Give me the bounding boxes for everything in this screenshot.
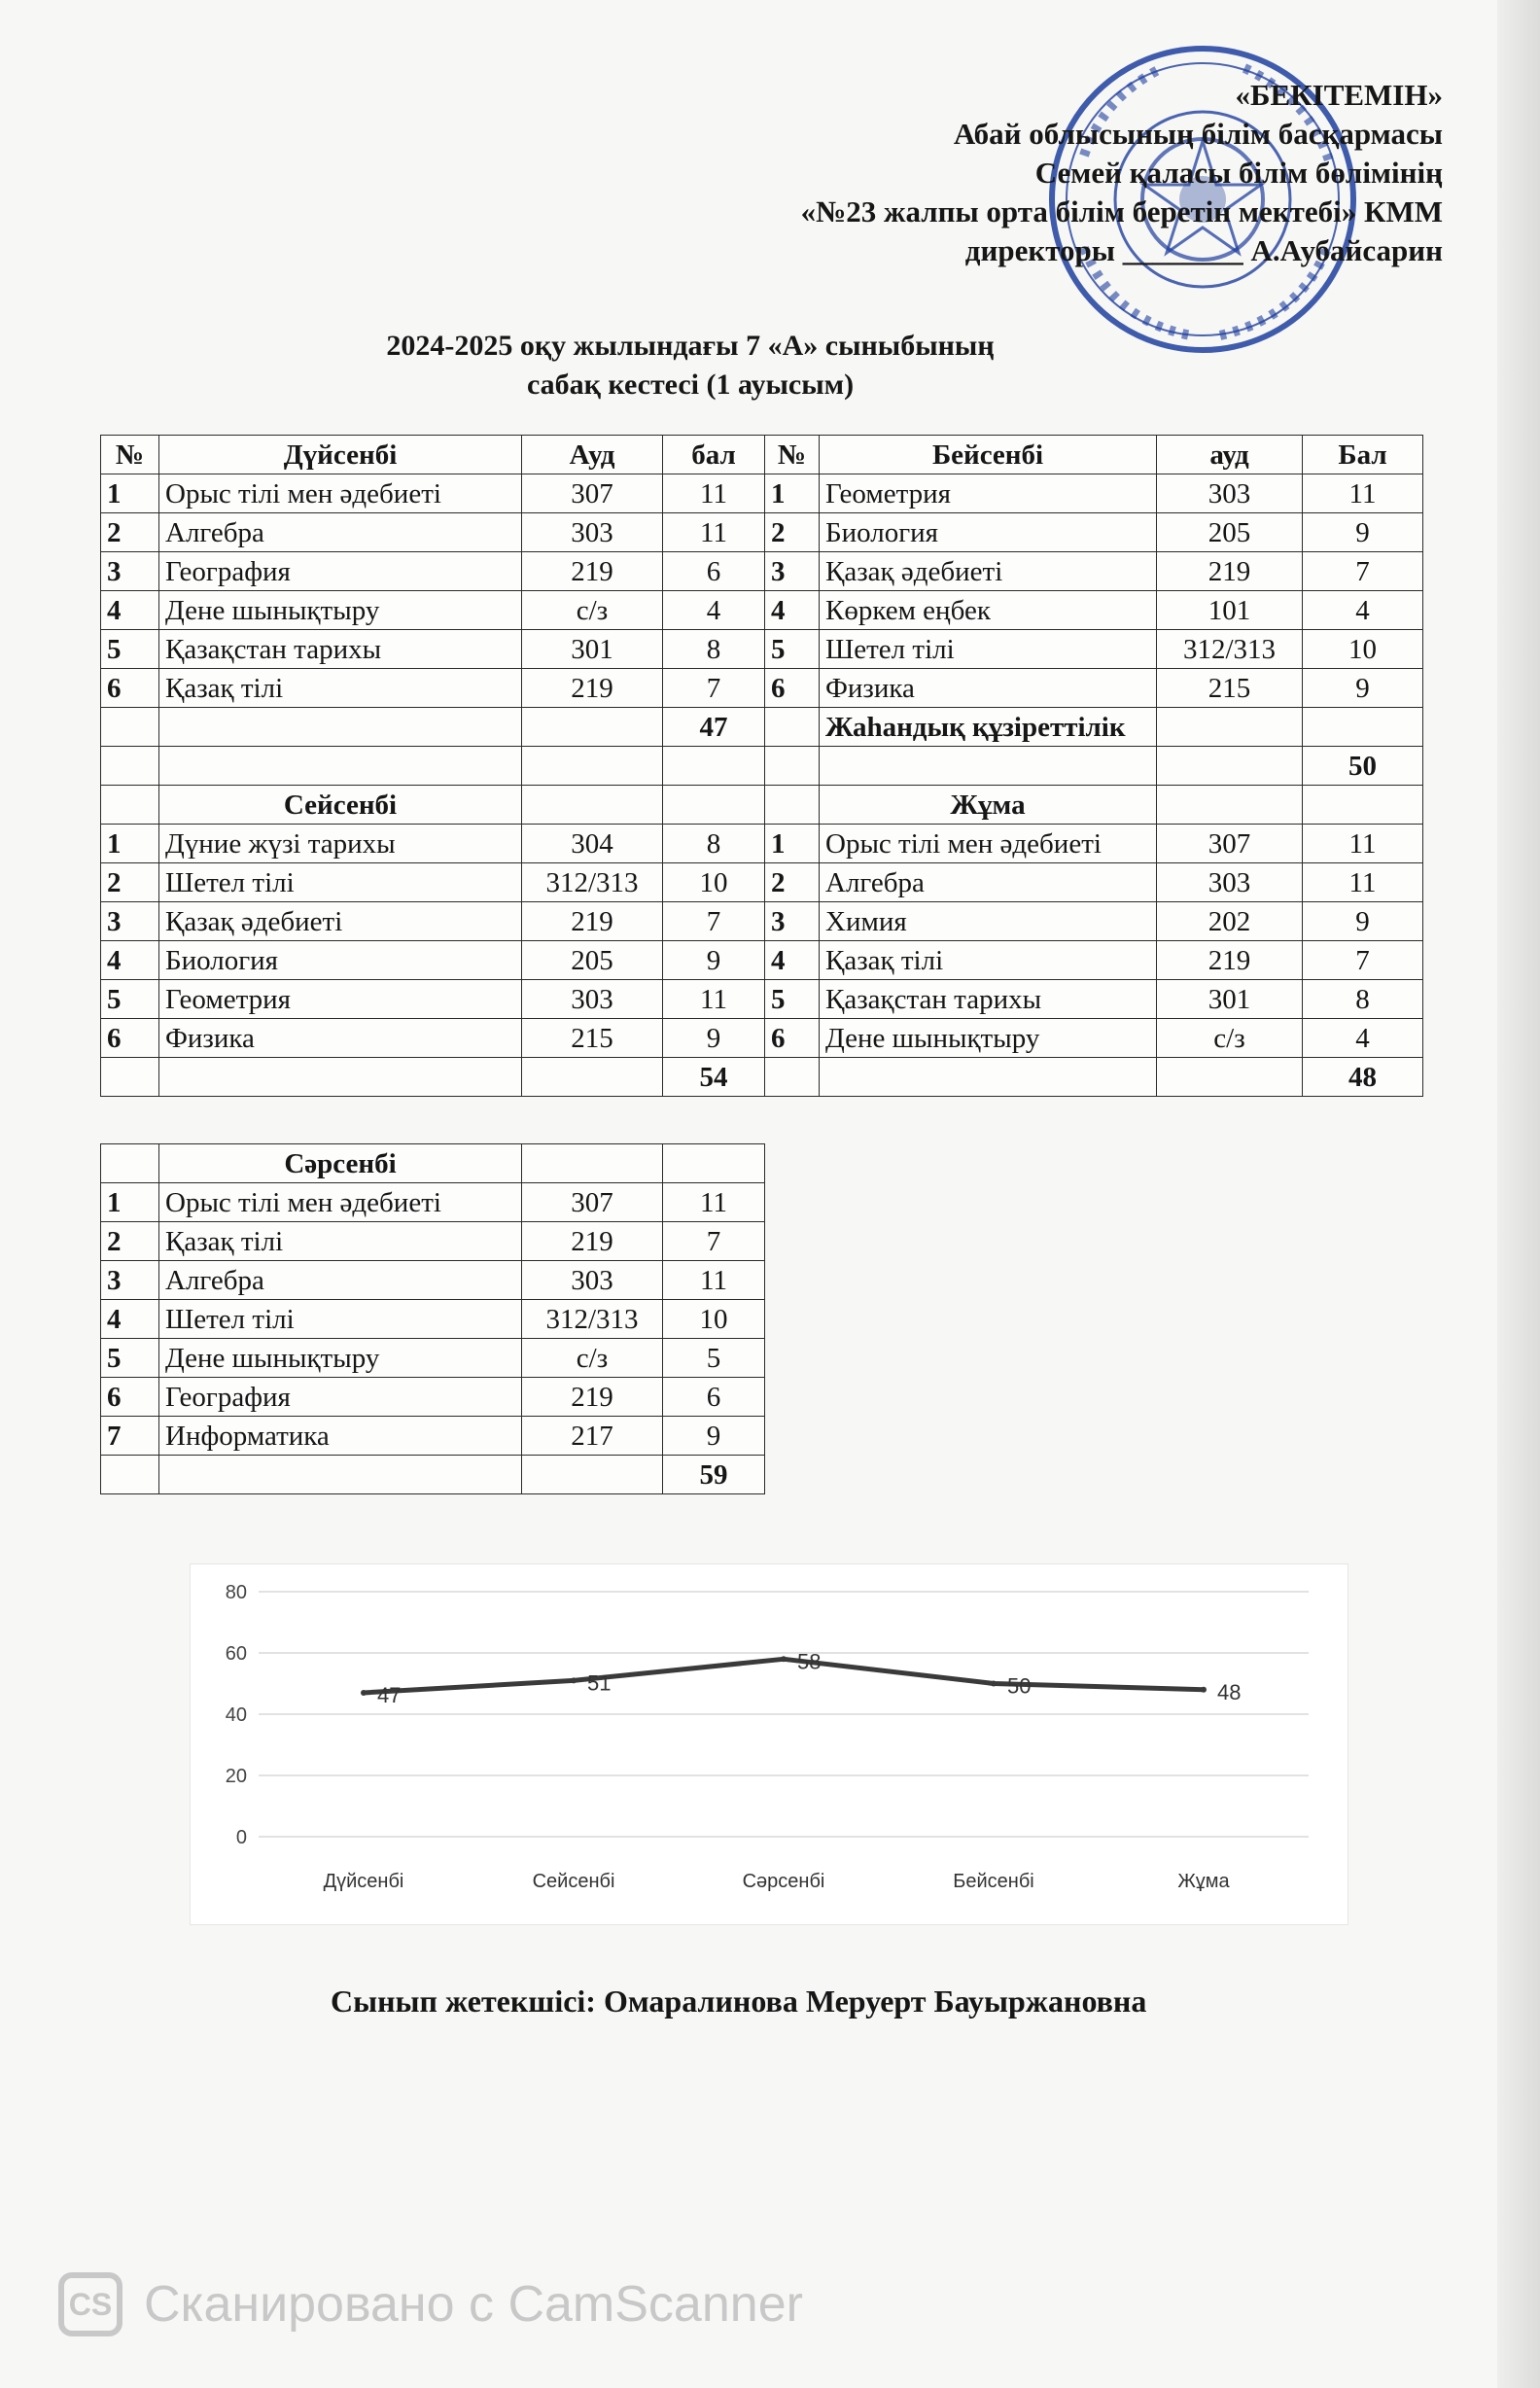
room-cell: 312/313	[1157, 630, 1303, 669]
header-bal: бал	[663, 436, 765, 474]
x-tick-label: Сәрсенбі	[742, 1871, 825, 1892]
title-line: 2024-2025 оқу жылындағы 7 «А» сыныбының	[386, 330, 995, 362]
header-bal: Бал	[1303, 436, 1423, 474]
weekly-load-chart	[190, 1563, 1348, 1925]
points-cell: 9	[663, 1417, 765, 1456]
x-tick-label: Дүйсенбі	[323, 1871, 404, 1892]
y-tick-label: 60	[225, 1643, 247, 1665]
lesson-number: 4	[101, 591, 159, 630]
subject-cell: Қазақ тілі	[820, 941, 1157, 980]
section-header-row	[101, 1144, 765, 1183]
lesson-number: 1	[101, 474, 159, 513]
tuesday-heading: Сейсенбі	[159, 786, 522, 825]
page-edge	[1497, 0, 1540, 2388]
room-cell: 301	[1157, 980, 1303, 1019]
x-tick-label: Жұма	[1177, 1871, 1230, 1892]
lesson-number: 3	[765, 552, 820, 591]
room-cell: 303	[522, 1261, 663, 1300]
wednesday-heading: Сәрсенбі	[159, 1144, 522, 1183]
line-chart	[191, 1564, 1348, 1924]
wednesday-total: 59	[663, 1456, 765, 1494]
monday-total: 47	[663, 708, 765, 747]
data-point	[991, 1681, 997, 1687]
room-cell: 219	[522, 669, 663, 708]
table-row	[101, 863, 1423, 902]
lesson-number: 2	[101, 513, 159, 552]
room-cell: 219	[522, 1378, 663, 1417]
data-label: 51	[587, 1670, 612, 1696]
table-row	[101, 513, 1423, 552]
room-cell: 307	[522, 474, 663, 513]
header-num: №	[101, 436, 159, 474]
data-label: 58	[797, 1649, 822, 1674]
table-row	[101, 630, 1423, 669]
table-row	[101, 1183, 765, 1222]
room-cell: 219	[1157, 941, 1303, 980]
lesson-number: 2	[101, 1222, 159, 1261]
table-row	[101, 591, 1423, 630]
subject-cell: Геометрия	[820, 474, 1157, 513]
room-cell: 215	[1157, 669, 1303, 708]
schedule-table-main	[100, 435, 1423, 1097]
table-row	[101, 825, 1423, 863]
table-row	[101, 747, 1423, 786]
lesson-number: 3	[101, 552, 159, 591]
document-title	[340, 327, 1040, 404]
friday-heading: Жұма	[820, 786, 1157, 825]
schedule-table-wednesday	[100, 1143, 765, 1494]
lesson-number: 2	[765, 863, 820, 902]
points-cell: 6	[663, 1378, 765, 1417]
points-cell: 11	[663, 980, 765, 1019]
subject-cell: Биология	[159, 941, 522, 980]
points-cell: 9	[663, 1019, 765, 1058]
subject-cell: Химия	[820, 902, 1157, 941]
subject-cell: Қазақстан тарихы	[820, 980, 1157, 1019]
lesson-number: 5	[765, 630, 820, 669]
subject-cell: Информатика	[159, 1417, 522, 1456]
data-label: 50	[1007, 1673, 1032, 1699]
y-tick-label: 20	[225, 1766, 247, 1787]
camscanner-watermark	[58, 2265, 803, 2343]
table-row	[101, 474, 1423, 513]
table-row	[101, 1378, 765, 1417]
points-cell: 11	[1303, 825, 1423, 863]
data-point	[781, 1656, 787, 1662]
data-point	[571, 1677, 577, 1683]
subject-cell: Орыс тілі мен әдебиеті	[159, 474, 522, 513]
table-row	[101, 902, 1423, 941]
section-header-row	[101, 786, 1423, 825]
points-cell: 8	[663, 825, 765, 863]
x-tick-label: Бейсенбі	[953, 1871, 1034, 1892]
points-cell: 7	[1303, 552, 1423, 591]
approval-line: Семей қаласы білім бөлімінің	[1034, 156, 1443, 190]
tuesday-total: 54	[663, 1058, 765, 1097]
room-cell: 202	[1157, 902, 1303, 941]
points-cell: 7	[1303, 941, 1423, 980]
subject-cell: Биология	[820, 513, 1157, 552]
camscanner-logo-icon: CS	[58, 2272, 122, 2336]
table-row	[101, 1300, 765, 1339]
subject-cell: Көркем еңбек	[820, 591, 1157, 630]
approval-block	[743, 76, 1443, 270]
subject-cell: Алгебра	[159, 513, 522, 552]
points-cell: 8	[663, 630, 765, 669]
subject-cell: Алгебра	[820, 863, 1157, 902]
lesson-number: 4	[101, 941, 159, 980]
lesson-number: 4	[101, 1300, 159, 1339]
lesson-number: 5	[101, 1339, 159, 1378]
class-teacher-signature: Сынып жетекшісі: Омаралинова Меруерт Бауыржановна	[331, 1984, 1147, 2019]
room-cell: 304	[522, 825, 663, 863]
table-row	[101, 708, 1423, 747]
points-cell: 9	[1303, 902, 1423, 941]
subject-cell: Дене шынықтыру	[159, 591, 522, 630]
room-cell: с/з	[522, 591, 663, 630]
points-cell: 4	[1303, 1019, 1423, 1058]
points-cell: 10	[663, 863, 765, 902]
lesson-number: 4	[765, 591, 820, 630]
points-cell: 10	[1303, 630, 1423, 669]
subject-cell: Орыс тілі мен әдебиеті	[820, 825, 1157, 863]
header-num: №	[765, 436, 820, 474]
lesson-number: 3	[101, 1261, 159, 1300]
subject-cell: Қазақстан тарихы	[159, 630, 522, 669]
room-cell: 303	[1157, 863, 1303, 902]
points-cell: 7	[663, 1222, 765, 1261]
lesson-number: 3	[101, 902, 159, 941]
points-cell: 11	[663, 1261, 765, 1300]
data-label: 47	[377, 1682, 402, 1707]
data-label: 48	[1217, 1679, 1242, 1704]
room-cell: 219	[522, 1222, 663, 1261]
lesson-number: 6	[101, 1019, 159, 1058]
points-cell: 5	[663, 1339, 765, 1378]
lesson-number: 1	[765, 825, 820, 863]
points-cell: 8	[1303, 980, 1423, 1019]
thursday-total: 50	[1303, 747, 1423, 786]
lesson-number: 6	[765, 1019, 820, 1058]
points-cell: 7	[663, 669, 765, 708]
subject-cell: География	[159, 1378, 522, 1417]
header-aud: Ауд	[522, 436, 663, 474]
room-cell: 303	[1157, 474, 1303, 513]
room-cell: 205	[522, 941, 663, 980]
table-row	[101, 1058, 1423, 1097]
points-cell: 11	[1303, 474, 1423, 513]
subject-cell: Шетел тілі	[820, 630, 1157, 669]
lesson-number: 1	[101, 825, 159, 863]
table-row	[101, 941, 1423, 980]
lesson-number: 1	[765, 474, 820, 513]
room-cell: 219	[522, 902, 663, 941]
subject-cell: Дене шынықтыру	[820, 1019, 1157, 1058]
header-thursday: Бейсенбі	[820, 436, 1157, 474]
subject-cell: Орыс тілі мен әдебиеті	[159, 1183, 522, 1222]
room-cell: с/з	[1157, 1019, 1303, 1058]
lesson-number: 1	[101, 1183, 159, 1222]
points-cell: 9	[1303, 513, 1423, 552]
title-line: сабақ кестесі (1 ауысым)	[526, 369, 855, 401]
subject-cell: Қазақ әдебиеті	[820, 552, 1157, 591]
lesson-number: 4	[765, 941, 820, 980]
room-cell: 312/313	[522, 1300, 663, 1339]
subject-cell: Физика	[820, 669, 1157, 708]
subject-cell: География	[159, 552, 522, 591]
points-cell: 10	[663, 1300, 765, 1339]
subject-cell: Шетел тілі	[159, 1300, 522, 1339]
y-tick-label: 0	[235, 1827, 247, 1848]
lesson-number: 6	[765, 669, 820, 708]
room-cell: с/з	[522, 1339, 663, 1378]
lesson-number: 2	[101, 863, 159, 902]
points-cell: 7	[663, 902, 765, 941]
table-row	[101, 1019, 1423, 1058]
room-cell: 217	[522, 1417, 663, 1456]
approval-heading: «БЕКІТЕМІН»	[1235, 78, 1443, 112]
watermark-text: Сканировано с CamScanner	[144, 2276, 803, 2333]
room-cell: 215	[522, 1019, 663, 1058]
data-point	[1201, 1687, 1207, 1693]
points-cell: 11	[663, 513, 765, 552]
table-row	[101, 1339, 765, 1378]
points-cell: 9	[663, 941, 765, 980]
approval-director: директоры ________ А.Аубайсарин	[964, 233, 1443, 267]
room-cell: 219	[522, 552, 663, 591]
table-row	[101, 669, 1423, 708]
approval-line: «№23 жалпы орта білім беретін мектебі» КММ	[800, 194, 1443, 228]
y-tick-label: 40	[225, 1704, 247, 1726]
lesson-number: 3	[765, 902, 820, 941]
subject-cell: Қазақ әдебиеті	[159, 902, 522, 941]
table-header-row	[101, 436, 1423, 474]
header-monday: Дүйсенбі	[159, 436, 522, 474]
subject-cell: Қазақ тілі	[159, 1222, 522, 1261]
room-cell: 307	[522, 1183, 663, 1222]
y-tick-label: 80	[225, 1582, 247, 1603]
subject-cell: Қазақ тілі	[159, 669, 522, 708]
extra-subject-cell: Жаһандық құзіреттілік	[820, 708, 1157, 747]
room-cell: 303	[522, 513, 663, 552]
subject-cell: Геометрия	[159, 980, 522, 1019]
header-aud: ауд	[1157, 436, 1303, 474]
points-cell: 4	[1303, 591, 1423, 630]
room-cell: 301	[522, 630, 663, 669]
room-cell: 219	[1157, 552, 1303, 591]
room-cell: 312/313	[522, 863, 663, 902]
subject-cell: Шетел тілі	[159, 863, 522, 902]
points-cell: 11	[663, 1183, 765, 1222]
room-cell: 101	[1157, 591, 1303, 630]
points-cell: 11	[1303, 863, 1423, 902]
room-cell: 205	[1157, 513, 1303, 552]
points-cell: 4	[663, 591, 765, 630]
lesson-number: 7	[101, 1417, 159, 1456]
table-row	[101, 1222, 765, 1261]
points-cell: 11	[663, 474, 765, 513]
points-cell: 6	[663, 552, 765, 591]
table-row	[101, 552, 1423, 591]
approval-line: Абай облысының білім басқармасы	[953, 117, 1443, 151]
subject-cell: Физика	[159, 1019, 522, 1058]
lesson-number: 6	[101, 669, 159, 708]
table-row	[101, 1456, 765, 1494]
lesson-number: 5	[101, 630, 159, 669]
lesson-number: 2	[765, 513, 820, 552]
room-cell: 307	[1157, 825, 1303, 863]
room-cell: 303	[522, 980, 663, 1019]
lesson-number: 5	[765, 980, 820, 1019]
points-cell: 9	[1303, 669, 1423, 708]
lesson-number: 6	[101, 1378, 159, 1417]
friday-total: 48	[1303, 1058, 1423, 1097]
table-row	[101, 1261, 765, 1300]
subject-cell: Дене шынықтыру	[159, 1339, 522, 1378]
table-row	[101, 1417, 765, 1456]
x-tick-label: Сейсенбі	[532, 1871, 615, 1892]
subject-cell: Дүние жүзі тарихы	[159, 825, 522, 863]
lesson-number: 5	[101, 980, 159, 1019]
subject-cell: Алгебра	[159, 1261, 522, 1300]
table-row	[101, 980, 1423, 1019]
data-point	[361, 1690, 367, 1696]
